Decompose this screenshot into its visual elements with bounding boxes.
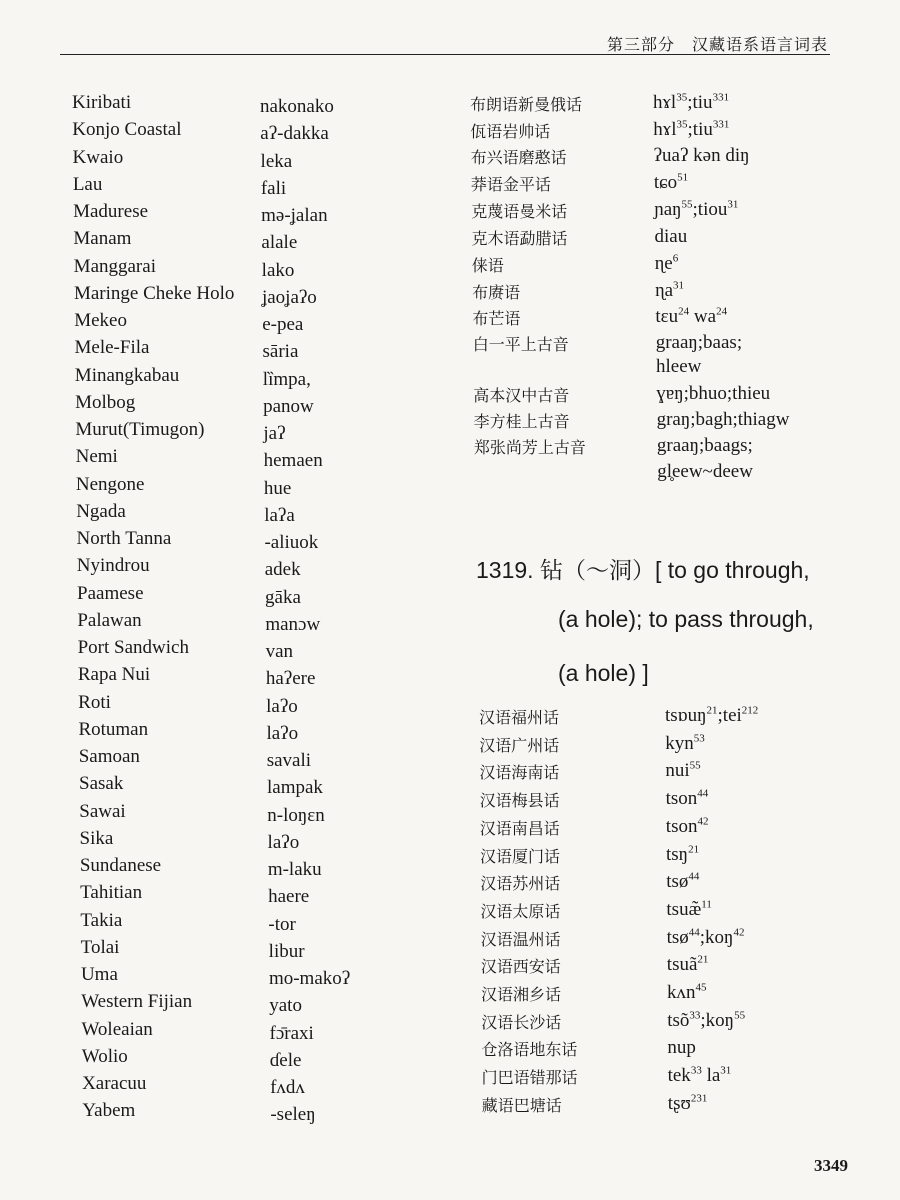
tone-mark: 331 — [712, 91, 730, 104]
word-form: jaʔ — [263, 423, 286, 444]
language-name: Uma — [80, 964, 118, 985]
language-name: Mele-Fila — [74, 337, 150, 359]
language-name: Sundanese — [79, 855, 162, 876]
word-form — [657, 435, 753, 457]
language-name: 汉语海南话 — [479, 763, 560, 783]
language-name: 布兴语磨憨话 — [470, 148, 567, 167]
language-name: Sawai — [79, 800, 126, 822]
language-name: 布朗语新曼俄话 — [470, 95, 583, 114]
language-name: 汉语太原话 — [480, 901, 561, 921]
language-name: Sasak — [79, 773, 124, 795]
tone-mark: 331 — [712, 118, 730, 131]
word-form: laʔo — [266, 695, 298, 717]
word-form: adek — [264, 559, 301, 581]
language-name: Madurese — [73, 201, 149, 222]
form-text: wa — [689, 306, 717, 327]
tone-mark: 31 — [673, 279, 685, 292]
language-name: Nengone — [75, 473, 145, 495]
word-form: mə-ʝalan — [261, 205, 328, 226]
tone-mark: 35 — [676, 91, 688, 104]
form-text: ɣɐŋ;bhuo;thieu — [656, 383, 771, 404]
language-name: 汉语南昌话 — [479, 818, 560, 838]
form-text: kʌn — [667, 982, 696, 1003]
word-form: sāria — [262, 341, 299, 363]
tone-mark: 42 — [733, 926, 745, 939]
language-name: 汉语厦门话 — [480, 846, 561, 866]
form-text: ;tiou — [692, 199, 728, 220]
word-form: mo-makoʔ — [268, 968, 351, 989]
language-name: 郑张尚芳上古音 — [473, 438, 586, 457]
form-text: la — [701, 1065, 721, 1087]
word-form — [666, 899, 711, 921]
form-text: tʂʊ — [667, 1092, 691, 1114]
language-name: Murut(Timugon) — [75, 419, 205, 440]
form-text: ɳe — [654, 253, 673, 274]
form-text: diau — [654, 226, 688, 247]
word-form: nakonako — [260, 96, 334, 117]
language-name: Konjo Coastal — [72, 119, 182, 141]
tone-mark: 21 — [697, 953, 709, 966]
word-form: haʔere — [265, 668, 316, 690]
form-text: tsɒuŋ — [665, 705, 707, 726]
language-name: 汉语温州话 — [480, 929, 561, 949]
word-form — [654, 199, 738, 221]
form-text: ɲaŋ — [654, 199, 682, 220]
language-name: Manam — [73, 228, 132, 250]
form-text: tsŋ — [666, 843, 689, 865]
form-text: tsuæ̃ — [666, 898, 702, 920]
language-name: 莽语金平话 — [470, 175, 551, 194]
language-name: 门巴语错那话 — [481, 1068, 578, 1088]
word-form — [666, 844, 699, 866]
page-number: 3349 — [814, 1156, 848, 1175]
language-name: 克蔑语曼米话 — [471, 202, 568, 221]
language-name: 藏语巴塘话 — [481, 1095, 562, 1115]
word-form: lako — [261, 259, 295, 281]
tone-mark: 21 — [688, 843, 700, 856]
word-form: yato — [269, 995, 302, 1017]
language-name: Yabem — [82, 1100, 136, 1122]
language-name: Rotuman — [78, 718, 149, 740]
word-form: ʝaoʝaʔo — [261, 286, 317, 308]
form-text: tɛu — [655, 306, 679, 327]
form-text: graaŋ;baags; — [656, 435, 753, 456]
language-name: 高本汉中古音 — [473, 386, 570, 405]
word-form: haere — [268, 886, 310, 908]
word-form — [657, 461, 753, 483]
word-form: -aliuok — [264, 532, 319, 553]
word-form: laʔo — [266, 722, 299, 744]
language-name: 汉语湘乡话 — [481, 985, 562, 1004]
word-form — [656, 356, 701, 378]
language-name: Sika — [79, 827, 114, 849]
word-form — [665, 760, 700, 782]
language-name: Nyindrou — [76, 555, 150, 577]
language-name: Xaracuu — [82, 1073, 147, 1094]
tone-mark: 31 — [720, 1064, 732, 1077]
word-form — [665, 705, 758, 727]
form-text: hɤl — [653, 119, 677, 140]
tone-mark: 24 — [678, 305, 690, 318]
language-name: Roti — [78, 691, 111, 713]
word-form: e-pea — [262, 314, 304, 335]
word-form: hemaen — [263, 450, 323, 472]
word-form: fɔ̄raxi — [269, 1022, 314, 1044]
language-name: Tolai — [80, 936, 120, 958]
word-form — [656, 332, 742, 354]
tone-mark: 55 — [734, 1009, 746, 1022]
language-name: 佤语岩帅话 — [470, 122, 551, 141]
tone-mark: 35 — [676, 118, 688, 131]
form-text: tsõ — [667, 1009, 690, 1031]
tone-mark: 51 — [677, 171, 689, 184]
word-form — [665, 733, 705, 755]
form-text: nup — [667, 1037, 696, 1059]
tone-mark: 212 — [741, 704, 759, 717]
language-name: Palawan — [77, 609, 142, 631]
language-name: Western Fijian — [81, 991, 193, 1013]
word-form — [668, 1065, 732, 1087]
tone-mark: 31 — [727, 198, 739, 211]
language-name: Lau — [72, 173, 103, 195]
language-name: Takia — [80, 909, 123, 931]
word-form — [654, 172, 688, 194]
word-form — [668, 1093, 708, 1115]
word-form: hue — [263, 477, 292, 499]
word-form: van — [265, 641, 294, 662]
form-text: graaŋ;baas; — [655, 332, 743, 353]
word-form — [667, 954, 709, 976]
form-text: tson — [665, 788, 698, 810]
language-name: Manggarai — [73, 255, 156, 277]
form-text: ʔuaʔ kən diŋ — [653, 145, 750, 166]
tone-mark: 44 — [688, 870, 700, 883]
tone-mark: 45 — [695, 981, 707, 994]
tone-mark: 21 — [706, 704, 718, 717]
word-form: -tor — [268, 913, 296, 935]
language-name: 汉语西安话 — [480, 957, 561, 977]
word-form — [656, 383, 770, 405]
word-form — [666, 871, 699, 893]
form-text: hɤl — [653, 92, 677, 113]
word-form: laʔa — [264, 504, 295, 526]
language-name: Kwaio — [72, 146, 124, 168]
word-form — [666, 816, 709, 838]
form-text: ɳa — [655, 280, 674, 301]
language-name: North Tanna — [76, 528, 172, 549]
tone-mark: 42 — [697, 815, 709, 828]
language-name: 汉语苏州话 — [480, 874, 561, 894]
language-name: Kiribati — [72, 92, 132, 113]
entry-heading-line-1: 1319. 钻（～洞）[ to go through, — [476, 557, 810, 583]
language-name: Rapa Nui — [77, 664, 151, 686]
form-text: nui — [665, 760, 690, 782]
word-form: m-laku — [267, 859, 322, 880]
word-form: -seleŋ — [270, 1104, 316, 1126]
word-form: savali — [266, 750, 312, 771]
language-name: Paamese — [77, 582, 144, 604]
tone-mark: 33 — [690, 1064, 702, 1077]
word-form — [653, 92, 729, 114]
word-form — [653, 119, 729, 141]
word-form: libur — [268, 940, 305, 962]
word-form: leka — [260, 150, 293, 172]
form-text: ;koŋ — [700, 1009, 735, 1031]
word-form: gāka — [265, 586, 301, 608]
word-form: panow — [263, 395, 314, 417]
word-form: alale — [261, 232, 298, 254]
word-form — [667, 1010, 745, 1032]
language-name: 汉语梅县话 — [479, 791, 560, 811]
form-text: ;tiu — [687, 119, 713, 140]
language-name: 布赓语 — [472, 283, 521, 302]
form-text: tɕo — [653, 172, 678, 193]
language-name: Minangkabau — [74, 364, 180, 386]
language-name: Maringe Cheke Holo — [73, 282, 235, 304]
tone-mark: 231 — [690, 1092, 708, 1105]
language-name: 俫语 — [471, 256, 504, 275]
tone-mark: 44 — [688, 926, 700, 939]
tone-mark: 55 — [689, 760, 701, 773]
form-text: tsø — [666, 871, 689, 893]
form-text: tsuã — [666, 954, 698, 976]
word-form — [655, 280, 684, 302]
language-name: 李方桂上古音 — [473, 412, 570, 431]
language-name: 克木语勐腊话 — [471, 229, 568, 248]
tone-mark: 6 — [672, 252, 679, 265]
form-text: graŋ;bagh;thiagw — [656, 409, 790, 430]
form-text: gl̥eew~deew — [657, 461, 753, 482]
entry-heading-line-3: (a hole) ] — [558, 660, 649, 686]
word-form: lȉmpa, — [262, 368, 311, 390]
word-form — [667, 982, 707, 1004]
form-text: ;koŋ — [699, 926, 734, 948]
language-name: Woleaian — [81, 1018, 153, 1040]
language-name: Nemi — [75, 446, 118, 468]
word-form — [654, 145, 750, 167]
tone-mark: 33 — [689, 1009, 701, 1022]
language-name: 汉语福州话 — [479, 708, 560, 727]
language-name: Ngada — [76, 500, 126, 522]
word-form — [655, 253, 678, 275]
tone-mark: 24 — [716, 305, 728, 318]
language-name: 仓洛语地东话 — [481, 1040, 578, 1060]
header-title: 第三部分 汉藏语系语言词表 — [606, 35, 828, 54]
form-text: ;tei — [717, 705, 742, 726]
form-text: tek — [667, 1065, 691, 1087]
word-form — [667, 1037, 696, 1059]
word-form: aʔ-dakka — [260, 123, 329, 145]
running-header — [60, 28, 830, 55]
word-form — [666, 788, 709, 810]
entry-heading-line-2: (a hole); to pass through, — [558, 606, 814, 632]
tone-mark: 53 — [693, 732, 705, 745]
language-name: Molbog — [75, 391, 136, 413]
word-form: n-loŋɛn — [267, 804, 325, 826]
form-text: tson — [665, 815, 698, 837]
word-form: manɔw — [265, 613, 321, 635]
language-name: 白一平上古音 — [472, 335, 569, 354]
word-form: lampak — [267, 777, 323, 799]
language-name: Samoan — [78, 746, 140, 767]
form-text: tsø — [666, 926, 689, 948]
word-form — [667, 927, 745, 949]
language-name: Tahitian — [80, 882, 143, 904]
form-text: hleew — [656, 356, 702, 377]
language-name: 汉语长沙话 — [481, 1012, 562, 1032]
word-form — [657, 409, 790, 431]
word-form — [655, 226, 688, 248]
tone-mark: 44 — [697, 787, 709, 800]
word-form: fʌdʌ — [270, 1077, 305, 1098]
word-form: fali — [260, 177, 287, 199]
language-name: Wolio — [81, 1045, 128, 1067]
word-form — [655, 306, 727, 328]
language-name: 汉语广州话 — [479, 735, 560, 755]
language-name: Port Sandwich — [77, 637, 189, 658]
tone-mark: 11 — [701, 898, 712, 911]
language-name: Mekeo — [74, 310, 127, 331]
form-text: kyn — [665, 732, 694, 754]
word-form: ɗele — [269, 1049, 302, 1071]
word-form: laʔo — [267, 831, 300, 853]
language-name: 布芒语 — [472, 309, 521, 328]
tone-mark: 55 — [681, 198, 693, 211]
form-text: ;tiu — [687, 92, 713, 113]
